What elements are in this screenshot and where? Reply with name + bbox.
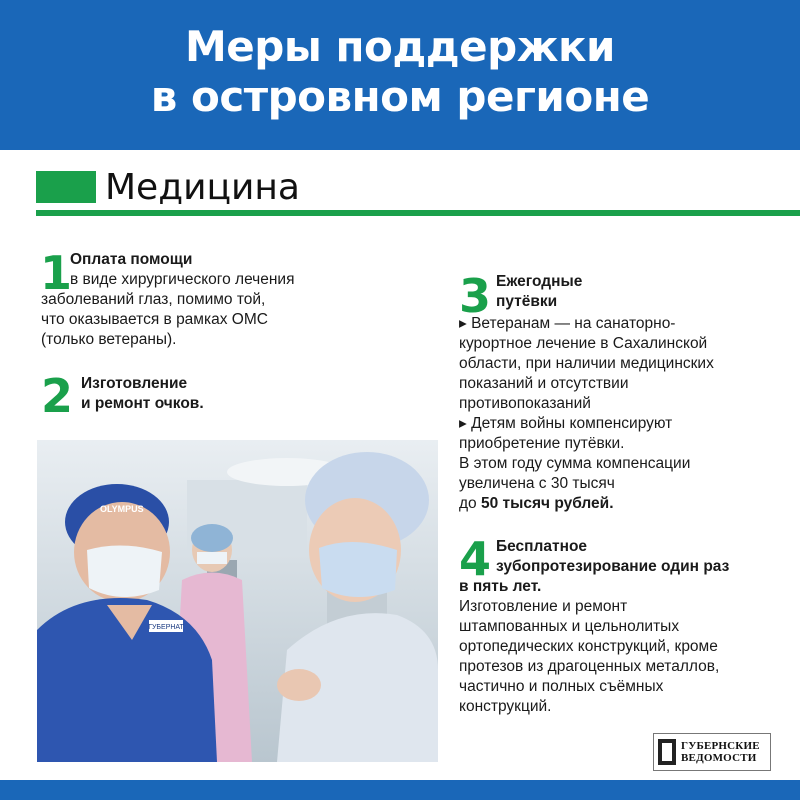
item-3-body xyxy=(459,314,714,514)
surgeons-photo xyxy=(37,440,438,762)
footer-bar xyxy=(0,780,800,800)
item-4-line: частично и полных съёмных xyxy=(459,678,664,695)
page-title xyxy=(0,22,800,122)
item-3-amount: 50 тысяч рублей. xyxy=(480,495,614,512)
item-2-heading xyxy=(81,374,204,414)
photo-illustration xyxy=(37,440,438,762)
section-title: Медицина xyxy=(105,167,300,208)
item-1-heading-text: Оплата помощи xyxy=(70,251,193,268)
item-3-heading xyxy=(496,272,582,312)
header-banner xyxy=(0,0,800,150)
item-3-line: ▸ Детям войны компенсируют xyxy=(459,415,673,432)
item-1-body xyxy=(41,290,268,350)
item-1-heading xyxy=(70,250,295,290)
item-4-heading-line: зубопротезирование один раз xyxy=(496,558,730,575)
publisher-logo-icon xyxy=(658,739,676,765)
item-3-line: В этом году сумма компенсации xyxy=(459,455,691,472)
section-marker xyxy=(36,171,96,203)
item-4-heading xyxy=(496,537,729,577)
item-4-line: ортопедических конструкций, кроме xyxy=(459,638,718,655)
item-4-line: штампованных и цельнолитых xyxy=(459,618,680,635)
publisher-logo-text xyxy=(681,740,760,764)
item-4-body xyxy=(459,577,719,717)
item-3-heading-line: Ежегодные xyxy=(496,273,583,290)
item-3-line: противопоказаний xyxy=(459,395,591,412)
item-1-line: заболеваний глаз, помимо той, xyxy=(41,291,266,308)
publisher-logo-line1: ГУБЕРНСКИЕ xyxy=(681,740,760,752)
publisher-logo xyxy=(653,733,771,771)
item-2-heading-line: Изготовление xyxy=(81,375,188,392)
item-3-number: 3 xyxy=(459,269,492,323)
item-4-line: конструкций. xyxy=(459,698,552,715)
item-4-line: протезов из драгоценных металлов, xyxy=(459,658,720,675)
item-1-line: (только ветераны). xyxy=(41,331,177,348)
item-3-line: области, при наличии медицинских xyxy=(459,355,714,372)
item-1-number: 1 xyxy=(40,246,73,300)
item-3-line: показаний и отсутствии xyxy=(459,375,629,392)
item-4-line: Изготовление и ремонт xyxy=(459,598,628,615)
item-3-last-line xyxy=(459,494,714,514)
item-3-line: курортное лечение в Сахалинской xyxy=(459,335,708,352)
item-3-line: ▸ Ветеранам — на санаторно- xyxy=(459,315,676,332)
item-3-heading-line: путёвки xyxy=(496,293,558,310)
item-4-heading-line: Бесплатное xyxy=(496,538,588,555)
item-4-heading-line: в пять лет. xyxy=(459,578,542,595)
item-3-last-prefix: до xyxy=(459,495,481,512)
surgeon-badge-text: ГУБЕРНАТ xyxy=(148,624,184,631)
surgeon-cap-text: OLYMPUS xyxy=(100,504,144,514)
item-1-line: что оказывается в рамках ОМС xyxy=(41,311,268,328)
item-4-number: 4 xyxy=(459,532,492,586)
item-2-heading-line: и ремонт очков. xyxy=(81,395,204,412)
item-1-line: в виде хирургического лечения xyxy=(70,271,295,288)
item-2-number: 2 xyxy=(41,369,74,423)
item-3-line: увеличена с 30 тысяч xyxy=(459,475,615,492)
page-title-line2: в островном регионе xyxy=(150,72,650,121)
publisher-logo-line2: ВЕДОМОСТИ xyxy=(681,752,757,764)
page-title-line1: Меры поддержки xyxy=(185,22,615,71)
item-3-line: приобретение путёвки. xyxy=(459,435,625,452)
section-divider xyxy=(36,210,800,216)
